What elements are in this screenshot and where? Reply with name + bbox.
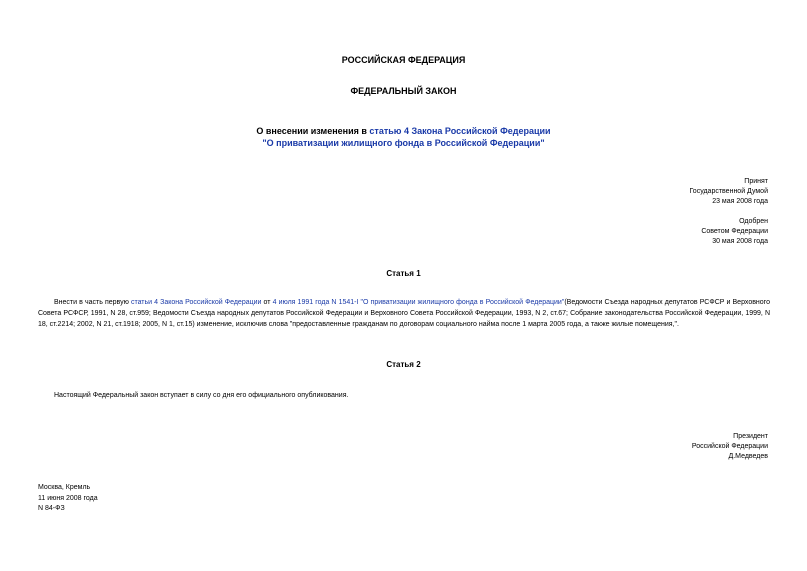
article-2-heading: Статья 2 <box>386 360 421 369</box>
law-title <box>0 125 807 149</box>
article-1-between: от <box>261 299 273 306</box>
signature-country: Российской Федерации <box>691 443 768 450</box>
adopted-label: Принят <box>744 178 768 185</box>
article-1-rest: (Ведомости Съезда народных депутатов РСФСР и Верховного Совета РСФСР, 1991, N 28, ст.959; Ведомости Съезда народных депутатов Российской Федерации и Верховного Совета Российской Федерации, 1993, N 2, ст.67; Собрание законодательства Российской Федерации, 1999, N 18, ст.2214; 2002, N 21, ст.1918; 2005, N 1, ст.15) изменение, исключив слова "предоставленные гражданам по договорам социального найма после 1 марта 2005 года, а также жилые помещения,". <box>38 299 770 328</box>
article-1-text <box>38 297 770 330</box>
law-title-prefix: О внесении изменения в <box>256 126 370 136</box>
article-1-heading: Статья 1 <box>386 269 421 278</box>
article-1-link-article[interactable]: статьи 4 Закона Российской Федерации <box>130 299 262 306</box>
law-title-link-name[interactable]: "О приватизации жилищного фонда в Российской Федерации" <box>262 138 545 148</box>
footer-place: Москва, Кремль <box>38 484 91 491</box>
footer-date: 11 июня 2008 года <box>38 494 98 502</box>
approved-date: 30 мая 2008 года <box>712 238 768 245</box>
adopted-block <box>568 177 768 207</box>
footer-block <box>38 483 98 515</box>
country-heading: РОССИЙСКАЯ ФЕДЕРАЦИЯ <box>341 55 466 65</box>
law-title-link-article[interactable]: статью 4 Закона Российской Федерации <box>369 126 551 136</box>
article-1-intro: Внести в часть первую <box>54 299 131 306</box>
footer-number: N 84-ФЗ <box>38 505 65 512</box>
article-2-text: Настоящий Федеральный закон вступает в силу со дня его официального опубликования. <box>54 392 349 399</box>
approved-label: Одобрен <box>739 218 768 225</box>
law-type-heading: ФЕДЕРАЛЬНЫЙ ЗАКОН <box>350 86 457 96</box>
adopted-date: 23 мая 2008 года <box>712 198 768 205</box>
signature-title: Президент <box>733 433 768 440</box>
approved-block <box>568 217 768 247</box>
signature-block <box>568 432 768 462</box>
signature-name: Д.Медведев <box>728 453 768 460</box>
approved-body: Советом Федерации <box>701 228 768 235</box>
article-1-link-law[interactable]: 4 июля 1991 года N 1541-I "О приватизации жилищного фонда в Российской Федерации" <box>272 299 565 306</box>
adopted-body: Государственной Думой <box>689 188 768 195</box>
